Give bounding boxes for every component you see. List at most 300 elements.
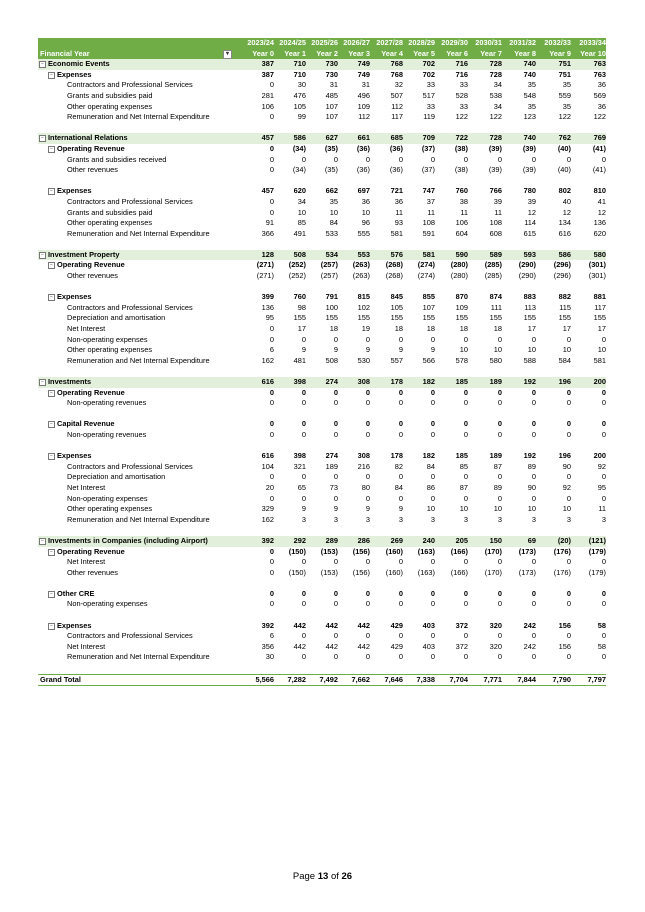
value-cell: 0 xyxy=(601,631,606,641)
value-cell: 2023/24 xyxy=(247,38,274,47)
value-cell: (153) xyxy=(320,546,338,556)
value-cell: 37 xyxy=(426,196,435,206)
minus-box-icon[interactable]: − xyxy=(48,294,55,301)
value-cell: 0 xyxy=(566,588,571,598)
value-cell: (263) xyxy=(352,271,370,281)
line-item-row xyxy=(38,430,606,441)
value-cell: 0 xyxy=(430,429,435,439)
value-cell: 740 xyxy=(523,59,536,69)
value-cell: 30 xyxy=(297,80,306,90)
value-cell: 92 xyxy=(597,461,606,471)
value-cell: 0 xyxy=(531,398,536,408)
value-cell: 69 xyxy=(527,535,536,545)
value-cell: Year 4 xyxy=(381,48,403,58)
value-cell: (274) xyxy=(417,271,435,281)
value-cell: 372 xyxy=(455,641,468,651)
value-cell: 18 xyxy=(394,324,403,334)
page-footer: Page 13 of 26 xyxy=(292,871,353,882)
value-cell: (263) xyxy=(352,260,370,270)
value-cell: 9 xyxy=(301,504,306,514)
value-cell: 616 xyxy=(558,228,571,238)
value-cell: 95 xyxy=(597,482,606,492)
row-label: Remuneration and Net Internal Expenditure xyxy=(67,652,210,662)
value-cell: 0 xyxy=(463,557,468,567)
value-cell: 620 xyxy=(593,228,606,238)
value-cell: (39) xyxy=(522,143,536,153)
value-cell: 0 xyxy=(333,419,338,429)
value-cell: 117 xyxy=(391,112,403,122)
value-cell: 557 xyxy=(390,355,403,365)
value-cell: 33 xyxy=(426,80,435,90)
value-cell: 616 xyxy=(261,451,274,461)
row-label: Expenses xyxy=(57,620,92,630)
value-cell: 108 xyxy=(422,218,435,228)
value-cell: 0 xyxy=(333,429,338,439)
value-cell: 0 xyxy=(601,419,606,429)
value-cell: (179) xyxy=(588,567,606,577)
value-cell: 136 xyxy=(261,302,274,312)
value-cell: 85 xyxy=(297,218,306,228)
value-cell: 716 xyxy=(455,59,468,69)
value-cell: 10 xyxy=(459,345,468,355)
value-cell: 697 xyxy=(357,186,370,196)
value-cell: 12 xyxy=(562,207,571,217)
value-cell: 17 xyxy=(297,324,306,334)
minus-box-icon[interactable]: − xyxy=(48,146,55,153)
minus-box-icon[interactable]: − xyxy=(48,262,55,269)
value-cell: 392 xyxy=(261,535,274,545)
value-cell: 31 xyxy=(361,80,370,90)
value-cell: 620 xyxy=(293,186,306,196)
value-cell: 0 xyxy=(269,419,274,429)
value-cell: 0 xyxy=(269,472,274,482)
page-total: 26 xyxy=(341,871,353,882)
line-item-row xyxy=(38,652,606,663)
value-cell: 0 xyxy=(497,154,502,164)
value-cell: 0 xyxy=(463,472,468,482)
value-cell: 608 xyxy=(489,228,502,238)
value-cell: 0 xyxy=(497,588,502,598)
value-cell: 0 xyxy=(269,599,274,609)
value-cell: 0 xyxy=(398,154,403,164)
value-cell: 0 xyxy=(463,631,468,641)
value-cell: 87 xyxy=(493,461,502,471)
header-years-row xyxy=(38,38,606,49)
value-cell: 0 xyxy=(531,334,536,344)
value-cell: 122 xyxy=(593,112,606,122)
value-cell: 321 xyxy=(293,461,306,471)
value-cell: 6 xyxy=(269,631,274,641)
value-cell: (285) xyxy=(484,260,502,270)
value-cell: 0 xyxy=(365,599,370,609)
value-cell: 2029/30 xyxy=(441,38,468,47)
value-cell: 0 xyxy=(463,154,468,164)
value-cell: (35) xyxy=(324,165,338,175)
value-cell: 10 xyxy=(527,504,536,514)
value-cell: 442 xyxy=(357,641,370,651)
value-cell: 36 xyxy=(361,196,370,206)
line-item-row xyxy=(38,568,606,579)
value-cell: 320 xyxy=(489,620,502,630)
spacer-row xyxy=(38,176,606,187)
value-cell: 9 xyxy=(333,345,338,355)
row-label: Net Interest xyxy=(67,324,106,334)
value-cell: (301) xyxy=(588,260,606,270)
row-label: Net Interest xyxy=(67,482,106,492)
value-cell: (39) xyxy=(522,165,536,175)
value-cell: 0 xyxy=(566,631,571,641)
value-cell: 6 xyxy=(269,345,274,355)
value-cell: 586 xyxy=(293,133,306,143)
minus-box-icon[interactable]: − xyxy=(48,390,55,397)
value-cell: 387 xyxy=(261,59,274,69)
value-cell: 586 xyxy=(558,249,571,259)
minus-box-icon[interactable]: − xyxy=(48,591,55,598)
value-cell: 581 xyxy=(593,355,606,365)
value-cell: 740 xyxy=(523,69,536,79)
value-cell: 810 xyxy=(593,186,606,196)
section-row xyxy=(38,250,606,261)
value-cell: 10 xyxy=(493,504,502,514)
minus-box-icon[interactable]: − xyxy=(39,135,46,142)
value-cell: 7,790 xyxy=(552,674,571,684)
value-cell: 0 xyxy=(269,567,274,577)
value-cell: 496 xyxy=(357,90,370,100)
value-cell: 9 xyxy=(301,345,306,355)
value-cell: 9 xyxy=(365,504,370,514)
value-cell: 702 xyxy=(422,69,435,79)
row-label: Operating Revenue xyxy=(57,546,125,556)
value-cell: 0 xyxy=(365,631,370,641)
value-cell: (268) xyxy=(385,260,403,270)
value-cell: (268) xyxy=(385,271,403,281)
value-cell: (160) xyxy=(385,567,403,577)
value-cell: 189 xyxy=(489,377,502,386)
value-cell: 0 xyxy=(531,631,536,641)
value-cell: 12 xyxy=(527,207,536,217)
value-cell: 122 xyxy=(489,112,502,122)
value-cell: 0 xyxy=(463,652,468,662)
value-cell: (173) xyxy=(518,546,536,556)
row-label: Remuneration and Net Internal Expenditure xyxy=(67,228,210,238)
value-cell: 0 xyxy=(430,154,435,164)
value-cell: 122 xyxy=(558,112,571,122)
value-cell: 34 xyxy=(493,101,502,111)
line-item-row xyxy=(38,218,606,229)
minus-box-icon[interactable]: − xyxy=(39,379,46,386)
value-cell: Year 8 xyxy=(514,48,536,58)
value-cell: Year 9 xyxy=(549,48,571,58)
value-cell: 0 xyxy=(430,472,435,482)
minus-box-icon[interactable]: − xyxy=(48,453,55,460)
value-cell: 0 xyxy=(365,419,370,429)
value-cell: 155 xyxy=(293,313,306,323)
value-cell: 0 xyxy=(463,398,468,408)
value-cell: 870 xyxy=(455,292,468,302)
value-cell: 591 xyxy=(422,228,435,238)
value-cell: 815 xyxy=(357,292,370,302)
value-cell: 7,844 xyxy=(517,674,536,684)
value-cell: (40) xyxy=(557,143,571,153)
value-cell: (156) xyxy=(352,567,370,577)
value-cell: (257) xyxy=(320,260,338,270)
value-cell: 366 xyxy=(261,228,274,238)
value-cell: 109 xyxy=(455,302,468,312)
value-cell: 35 xyxy=(527,101,536,111)
line-item-row xyxy=(38,599,606,610)
value-cell: 0 xyxy=(301,154,306,164)
line-item-row xyxy=(38,208,606,219)
value-cell: 0 xyxy=(601,429,606,439)
value-cell: Year 10 xyxy=(580,48,606,58)
value-cell: 0 xyxy=(301,472,306,482)
row-label: Other operating expenses xyxy=(67,218,153,228)
value-cell: 7,282 xyxy=(287,674,306,684)
value-cell: 685 xyxy=(390,133,403,143)
row-label: Contractors and Professional Services xyxy=(67,631,193,641)
row-label: Other operating expenses xyxy=(67,504,153,514)
value-cell: 0 xyxy=(301,631,306,641)
value-cell: 555 xyxy=(357,228,370,238)
value-cell: 0 xyxy=(269,429,274,439)
value-cell: 178 xyxy=(390,451,403,461)
value-cell: 0 xyxy=(497,334,502,344)
value-cell: 730 xyxy=(325,59,338,69)
value-cell: 559 xyxy=(558,90,571,100)
value-cell: 0 xyxy=(333,631,338,641)
value-cell: (39) xyxy=(488,143,502,153)
value-cell: (252) xyxy=(288,260,306,270)
value-cell: 113 xyxy=(524,302,536,312)
value-cell: 10 xyxy=(361,207,370,217)
value-cell: Year 7 xyxy=(480,48,502,58)
row-label: Other CRE xyxy=(57,588,95,598)
value-cell: 0 xyxy=(269,546,274,556)
value-cell: 442 xyxy=(293,620,306,630)
value-cell: (280) xyxy=(450,271,468,281)
value-cell: 662 xyxy=(325,186,338,196)
value-cell: 429 xyxy=(390,620,403,630)
value-cell: 533 xyxy=(325,228,338,238)
value-cell: 189 xyxy=(325,461,338,471)
value-cell: (41) xyxy=(592,143,606,153)
line-item-row xyxy=(38,398,606,409)
minus-box-icon[interactable]: − xyxy=(48,623,55,630)
filter-dropdown-icon[interactable]: ▾ xyxy=(223,50,232,59)
spacer-row xyxy=(38,610,606,621)
value-cell: 0 xyxy=(333,599,338,609)
value-cell: 580 xyxy=(489,355,502,365)
value-cell: 763 xyxy=(593,59,606,69)
row-label: Investments in Companies (including Airport) xyxy=(48,535,208,545)
value-cell: 2025/26 xyxy=(311,38,338,47)
value-cell: 762 xyxy=(558,133,571,143)
value-cell: 491 xyxy=(293,228,306,238)
value-cell: 178 xyxy=(390,377,403,386)
value-cell: 429 xyxy=(390,641,403,651)
value-cell: (35) xyxy=(324,143,338,153)
value-cell: (290) xyxy=(518,260,536,270)
value-cell: 0 xyxy=(601,588,606,598)
value-cell: 292 xyxy=(293,535,306,545)
value-cell: 881 xyxy=(593,292,606,302)
value-cell: 2031/32 xyxy=(509,38,536,47)
value-cell: 0 xyxy=(269,324,274,334)
value-cell: 548 xyxy=(523,90,536,100)
row-label: Grants and subsidies received xyxy=(67,154,167,164)
value-cell: 91 xyxy=(265,218,274,228)
value-cell: 528 xyxy=(455,90,468,100)
value-cell: 185 xyxy=(455,451,468,461)
value-cell: 84 xyxy=(426,461,435,471)
line-item-row xyxy=(38,462,606,473)
value-cell: 0 xyxy=(365,429,370,439)
value-cell: 7,771 xyxy=(483,674,502,684)
row-label: Expenses xyxy=(57,186,92,196)
value-cell: (296) xyxy=(553,271,571,281)
value-cell: 87 xyxy=(459,482,468,492)
value-cell: 0 xyxy=(601,652,606,662)
value-cell: Year 3 xyxy=(348,48,370,58)
value-cell: 105 xyxy=(293,101,306,111)
minus-box-icon[interactable]: − xyxy=(39,252,46,259)
value-cell: 0 xyxy=(269,207,274,217)
value-cell: 107 xyxy=(325,101,338,111)
value-cell: (41) xyxy=(592,165,606,175)
minus-box-icon[interactable]: − xyxy=(39,538,46,545)
value-cell: 0 xyxy=(566,334,571,344)
minus-box-icon[interactable]: − xyxy=(48,549,55,556)
value-cell: 2030/31 xyxy=(475,38,502,47)
value-cell: 11 xyxy=(494,207,502,217)
value-cell: 457 xyxy=(261,186,274,196)
minus-box-icon[interactable]: − xyxy=(48,72,55,79)
value-cell: 0 xyxy=(301,334,306,344)
minus-box-icon[interactable]: − xyxy=(39,61,46,68)
value-cell: 874 xyxy=(489,292,502,302)
value-cell: 156 xyxy=(558,641,571,651)
value-cell: 34 xyxy=(297,196,306,206)
value-cell: (252) xyxy=(288,271,306,281)
value-cell: (36) xyxy=(356,165,370,175)
value-cell: 196 xyxy=(558,451,571,461)
value-cell: 242 xyxy=(523,641,536,651)
minus-box-icon[interactable]: − xyxy=(48,188,55,195)
row-label: Expenses xyxy=(57,69,92,79)
value-cell: 0 xyxy=(398,334,403,344)
value-cell: 508 xyxy=(293,249,306,259)
value-cell: 728 xyxy=(489,133,502,143)
line-item-row xyxy=(38,80,606,91)
value-cell: 99 xyxy=(297,112,306,122)
value-cell: 0 xyxy=(398,631,403,641)
value-cell: 0 xyxy=(398,588,403,598)
value-cell: 584 xyxy=(558,355,571,365)
value-cell: 123 xyxy=(523,112,536,122)
value-cell: (176) xyxy=(553,546,571,556)
value-cell: 0 xyxy=(531,154,536,164)
value-cell: 721 xyxy=(390,186,403,196)
value-cell: 35 xyxy=(562,80,571,90)
value-cell: 0 xyxy=(566,557,571,567)
value-cell: Year 2 xyxy=(316,48,338,58)
value-cell: 274 xyxy=(325,451,338,461)
value-cell: 0 xyxy=(497,557,502,567)
value-cell: Year 0 xyxy=(252,48,274,58)
value-cell: 768 xyxy=(390,69,403,79)
value-cell: 0 xyxy=(333,472,338,482)
row-label: Expenses xyxy=(57,451,92,461)
line-item-row xyxy=(38,165,606,176)
value-cell: (163) xyxy=(417,546,435,556)
value-cell: Year 5 xyxy=(413,48,435,58)
value-cell: 0 xyxy=(269,557,274,567)
value-cell: 329 xyxy=(261,504,274,514)
value-cell: 10 xyxy=(297,207,306,217)
value-cell: 0 xyxy=(333,398,338,408)
value-cell: 3 xyxy=(333,514,338,524)
value-cell: Year 1 xyxy=(284,48,306,58)
line-item-row xyxy=(38,335,606,346)
minus-box-icon[interactable]: − xyxy=(48,421,55,428)
value-cell: (36) xyxy=(389,165,403,175)
row-label: Economic Events xyxy=(48,59,110,69)
value-cell: 749 xyxy=(357,59,370,69)
value-cell: 845 xyxy=(390,292,403,302)
line-item-row xyxy=(38,112,606,123)
value-cell: 0 xyxy=(601,398,606,408)
value-cell: (153) xyxy=(320,567,338,577)
value-cell: 0 xyxy=(430,631,435,641)
value-cell: 242 xyxy=(523,620,536,630)
value-cell: 590 xyxy=(455,249,468,259)
value-cell: 578 xyxy=(455,355,468,365)
subtotal-row xyxy=(38,388,606,399)
value-cell: 10 xyxy=(597,345,606,355)
value-cell: 95 xyxy=(265,313,274,323)
value-cell: 0 xyxy=(269,493,274,503)
header-label: Financial Year xyxy=(40,48,90,58)
spacer-row xyxy=(38,239,606,250)
value-cell: 0 xyxy=(463,334,468,344)
value-cell: 2026/27 xyxy=(343,38,370,47)
value-cell: 442 xyxy=(325,620,338,630)
value-cell: 155 xyxy=(523,313,536,323)
value-cell: 18 xyxy=(459,324,468,334)
value-cell: 89 xyxy=(527,461,536,471)
value-cell: 289 xyxy=(325,535,338,545)
value-cell: 20 xyxy=(265,482,274,492)
value-cell: 403 xyxy=(422,620,435,630)
value-cell: 2032/33 xyxy=(544,38,571,47)
value-cell: 0 xyxy=(301,652,306,662)
value-cell: 0 xyxy=(398,429,403,439)
value-cell: (274) xyxy=(417,260,435,270)
value-cell: 115 xyxy=(559,302,571,312)
value-cell: 11 xyxy=(395,207,403,217)
subtotal-row xyxy=(38,292,606,303)
value-cell: 112 xyxy=(391,101,403,111)
value-cell: 0 xyxy=(301,588,306,598)
row-label: Remuneration and Net Internal Expenditure xyxy=(67,514,210,524)
value-cell: 0 xyxy=(301,398,306,408)
value-cell: 580 xyxy=(593,249,606,259)
row-label: Operating Revenue xyxy=(57,387,125,397)
value-cell: 0 xyxy=(497,472,502,482)
subtotal-row xyxy=(38,621,606,632)
spacer-row xyxy=(38,409,606,420)
value-cell: 0 xyxy=(463,588,468,598)
